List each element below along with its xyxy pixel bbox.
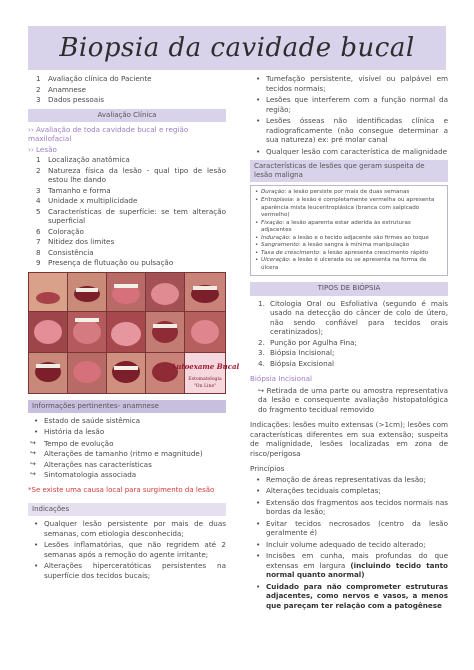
list-item: 7 Nitidez dos limites <box>36 237 115 247</box>
photo-label-tagline: "On Line" <box>193 383 217 389</box>
lesao-list <box>28 155 226 268</box>
list-item: • Lesões inflamatórias, que não regridem até 2 semanas após a remoção do agente irritante; <box>28 540 226 559</box>
indicacoes-text: Indicações: lesões muito extensas (>1cm); lesões com características diferentes em sua extensão; suspeita de malignidade, lesões localizadas em zona de risco/perigosa <box>250 420 448 458</box>
section-info-header: Informações pertinentes- anamnese <box>28 400 226 413</box>
incisional-text: ↪ Retirada de uma parte ou amostra representativa da lesão e consequente avaliação histopatológica do fragmento tecidual removido <box>258 385 448 414</box>
list-item: • Duração: a lesão persiste por mais de duas semanas <box>255 189 443 197</box>
list-item: 4 Unidade x multiplicidade <box>36 196 138 206</box>
list-item: 8 Consistência <box>36 247 94 257</box>
list-item: ↪ Alterações de tamanho (ritmo e magnitude) <box>28 449 226 459</box>
list-item: • Eritroplasia: a lesão é completamente vermelha ou apresenta aparência mista leuceritroplásica (branca com salpicado vermelho) <box>255 197 443 220</box>
list-item: 4. Biópsia Excisional <box>258 358 335 368</box>
top-bullets <box>250 74 448 156</box>
list-item: 6 Coloração <box>36 226 84 236</box>
info-bullets <box>28 416 226 437</box>
list-item: • Cuidado para não comprometer estruturas adjacentes, como nervos e vasos, a menos que pareçam ter relação com a patogênese <box>250 582 448 611</box>
incisional-header: Biópsia Incisional <box>250 374 313 384</box>
indicacoes-list <box>28 519 226 580</box>
list-item: 9 Presença de flutuação ou pulsação <box>36 258 174 268</box>
section-avaliacao-header: Avaliação Clínica <box>28 109 226 122</box>
list-item: • Qualquer lesão com característica de malignidade <box>250 147 448 157</box>
list-item: 2. Punção por Agulha Fina; <box>258 337 357 347</box>
list-item: • Extensão dos fragmentos aos tecidos normais nas bordas da lesão; <box>250 498 448 517</box>
list-item: • Alterações teciduais completas; <box>250 486 448 496</box>
intro-list <box>28 74 226 105</box>
list-item: • Incisões em cunha, mais profundas do que extensas em largura (incluindo tecido tanto normal quanto anormal) <box>250 551 448 580</box>
list-item: • Remoção de áreas representativas da lesão; <box>250 475 448 485</box>
list-item: • Qualquer lesão persistente por mais de duas semanas, com etiologia desconhecida; <box>28 519 226 538</box>
avaliacao-line: ›› Avaliação de toda cavidade bucal e região maxilofacial <box>28 124 189 144</box>
right-column <box>250 74 448 612</box>
list-item: • Induração: a lesão e o tecido adjacente são firmes ao toque <box>255 235 443 243</box>
list-item: • Tumefação persistente, visível ou palpável em tecidos normais; <box>250 74 448 93</box>
list-item: • Taxa de crescimento: a lesão apresenta crescimento rápido <box>255 250 443 258</box>
red-note: *Se existe uma causa local para surgimento da lesão <box>28 485 215 494</box>
list-item: • Evitar tecidos necrosados (centro da lesão geralmente é) <box>250 519 448 538</box>
list-item: • Alterações hiperceratóticas persistentes na superfície dos tecidos bucais; <box>28 561 226 580</box>
lesao-header: ›› Lesão <box>28 144 57 154</box>
section-tipos-header: TIPOS DE BIÓPSIA <box>250 282 448 295</box>
list-item: 3. Biópsia Incisional; <box>258 348 335 358</box>
page-title: Biopsia da cavidade bucal <box>59 32 415 63</box>
section-indicacoes-header: Indicações <box>28 503 226 516</box>
list-item: ↪ Sintomatologia associada <box>28 470 226 480</box>
list-item: 1 Avaliação clínica do Paciente <box>36 74 152 83</box>
list-item: • Sangramento: a lesão sangra à mínima manipulação <box>255 242 443 250</box>
caracteristicas-box <box>250 185 448 276</box>
title-banner <box>28 26 446 70</box>
info-arrows <box>28 439 226 480</box>
list-item: 5 Características de superfície: se tem alteração superficial <box>36 206 226 226</box>
list-item: 3 Tamanho e forma <box>36 185 111 195</box>
section-caracteristicas-header: Características de lesões que geram suspeita de lesão maligna <box>250 160 448 182</box>
list-item: • Lesões que interferem com a função normal da região; <box>250 95 448 114</box>
list-item: • História da lesão <box>28 427 226 437</box>
list-item: • Estado de saúde sistêmica <box>28 416 226 426</box>
list-item: 3 Dados pessoais <box>36 95 104 104</box>
list-item: 1 Localização anatômica <box>36 155 130 165</box>
principios-list <box>250 475 448 611</box>
oral-self-exam-photo-collage <box>28 272 240 394</box>
list-item: ↪ Alterações nas características <box>28 460 226 470</box>
list-item: • Incluir volume adequado de tecido alterado; <box>250 540 448 550</box>
list-item: 2 Anamnese <box>36 84 87 94</box>
principios-header: Princípios <box>250 464 285 474</box>
list-item: • Ulceração: a lesão é ulcerada ou se apresenta na forma de úlcera <box>255 257 443 272</box>
list-item: 1. Citologia Oral ou Esfoliativa (segundo é mais usado na detecção do câncer de colo de útero, não sendo confiável para tecidos orais ceratinizados); <box>258 298 448 337</box>
list-item: ↪ Tempo de evolução <box>28 439 226 449</box>
tipos-list <box>250 299 448 369</box>
mouth-photos-illustration <box>28 272 240 394</box>
list-item: 2 Natureza física da lesão - qual tipo de lesão estou lhe dando <box>36 165 226 185</box>
list-item: • Fixação: a lesão aparenta estar aderida às estruturas adjacentes <box>255 220 443 235</box>
photo-label-subtitle: Estomatologia <box>188 376 222 382</box>
list-item: • Lesões ósseas não identificadas clínica e radiograficamente (não consegue determinar a sua natureza) ex: pré molar canal <box>250 116 448 145</box>
left-column <box>28 74 240 582</box>
photo-label-title: Autoexame Bucal <box>170 361 240 371</box>
